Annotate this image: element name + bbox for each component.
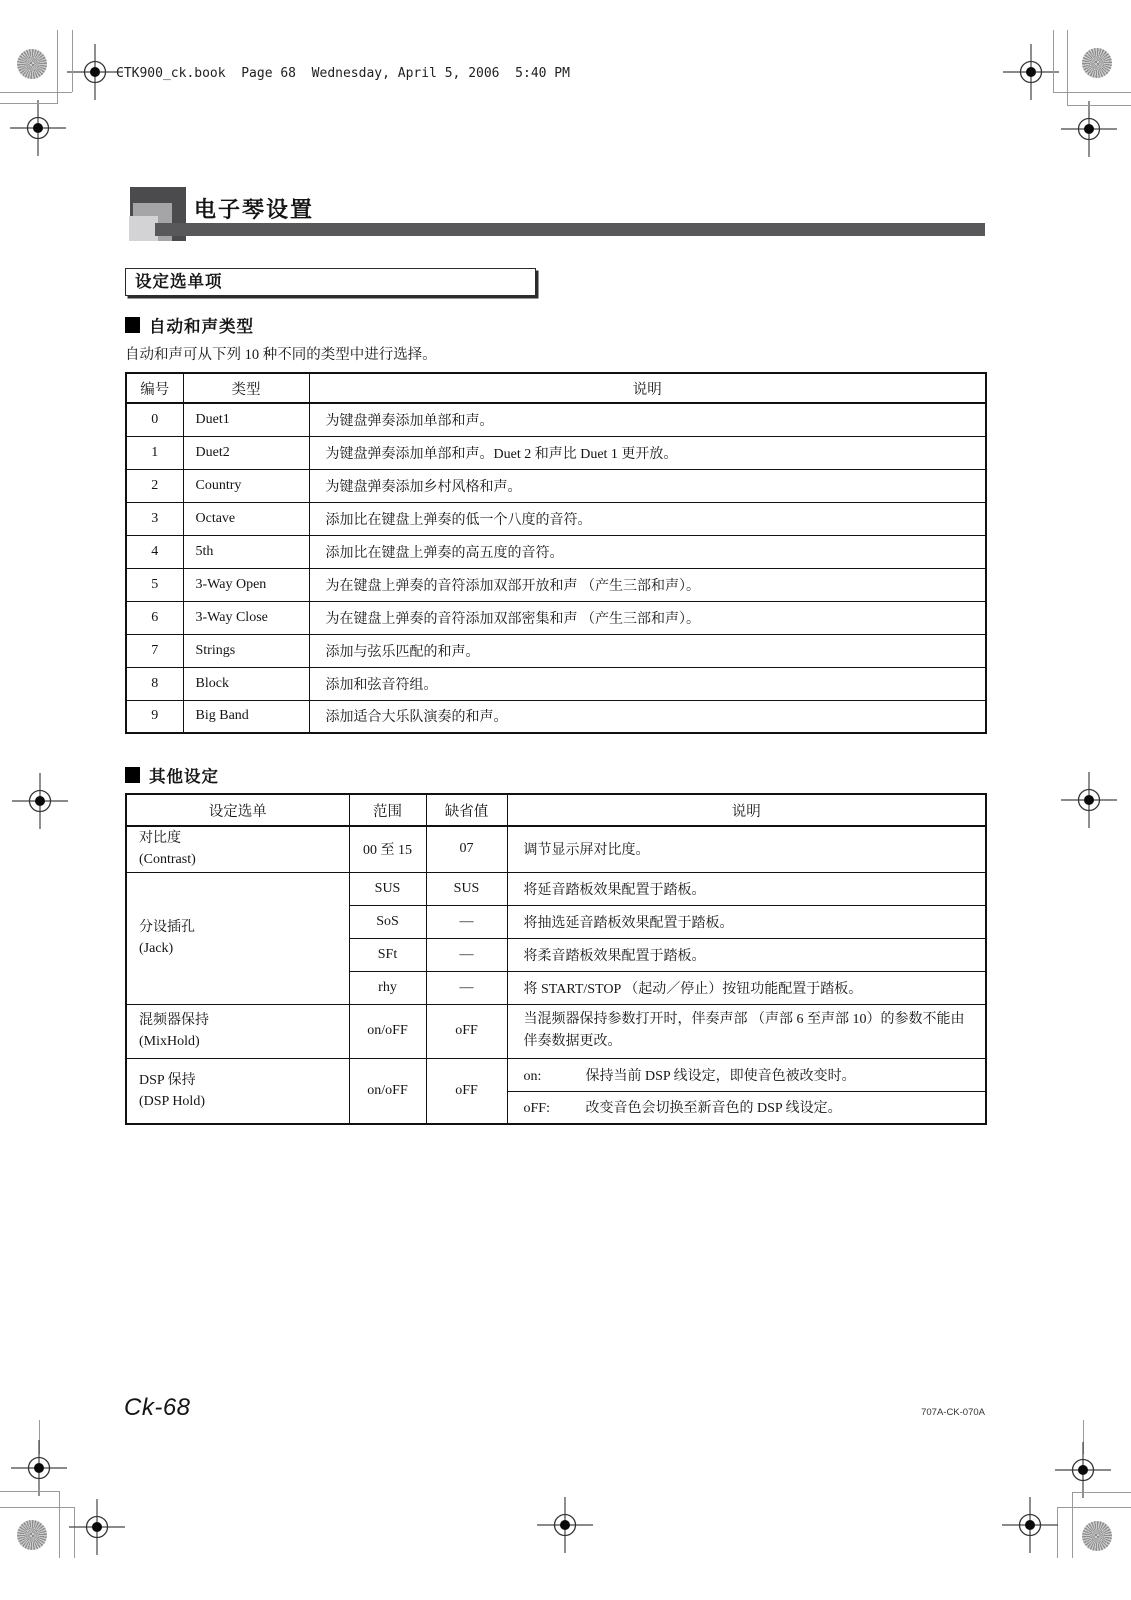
cell-no: 7: [126, 634, 183, 667]
crop-line: [1067, 30, 1068, 105]
registration-mark-icon: [537, 1497, 593, 1553]
crop-line: [59, 1491, 60, 1558]
crop-line: [1072, 1492, 1073, 1558]
cell-desc: 添加与弦乐匹配的和声。: [309, 634, 986, 667]
crop-line: [0, 92, 72, 93]
cell-type: 3-Way Open: [183, 568, 309, 601]
table-row-dsphold-on: [126, 1058, 986, 1091]
cell-desc: 将延音踏板效果配置于踏板。: [507, 872, 986, 905]
cell-type: Strings: [183, 634, 309, 667]
heading-other-settings: [125, 763, 219, 787]
cell-desc: 为在键盘上弹奏的音符添加双部开放和声 （产生三部和声）。: [309, 568, 986, 601]
square-bullet-icon: [125, 767, 140, 783]
cell-range: on/oFF: [349, 1058, 426, 1124]
cell-desc: 为在键盘上弹奏的音符添加双部密集和声 （产生三部和声）。: [309, 601, 986, 634]
dsp-state-label: on:: [523, 1068, 542, 1084]
table-row: [126, 436, 986, 469]
cell-desc: 添加比在键盘上弹奏的高五度的音符。: [309, 535, 986, 568]
cell-desc: [507, 1091, 986, 1124]
table-row: [126, 634, 986, 667]
table-row-mixhold: [126, 1004, 986, 1058]
document-code: 707A-CK-070A: [921, 1407, 985, 1418]
cell-default: oFF: [426, 1058, 507, 1124]
heading-text: 其他设定: [149, 767, 219, 786]
crop-line: [1053, 92, 1131, 93]
cell-range: rhy: [349, 971, 426, 1004]
table-row: [126, 535, 986, 568]
table-row: [126, 700, 986, 733]
cell-default: —: [426, 938, 507, 971]
col-header-desc: 说明: [507, 794, 986, 826]
cell-setting-name: [126, 1004, 349, 1058]
crop-line: [0, 103, 57, 104]
table-row: [126, 502, 986, 535]
cell-desc: 将柔音踏板效果配置于踏板。: [507, 938, 986, 971]
cell-desc: 添加和弦音符组。: [309, 667, 986, 700]
table-row: [126, 601, 986, 634]
cell-desc: 为键盘弹奏添加单部和声。Duet 2 和声比 Duet 1 更开放。: [309, 436, 986, 469]
square-bullet-icon: [125, 317, 140, 333]
cell-no: 4: [126, 535, 183, 568]
intro-text: 自动和声可从下列 10 种不同的类型中进行选择。: [125, 347, 437, 363]
cell-no: 6: [126, 601, 183, 634]
color-wheel-icon: [1082, 48, 1112, 78]
table-row: [126, 667, 986, 700]
color-wheel-icon: [17, 1520, 47, 1550]
cell-no: 3: [126, 502, 183, 535]
registration-mark-icon: [1055, 1442, 1111, 1498]
cell-type: Duet1: [183, 403, 309, 436]
cell-desc: 当混频器保持参数打开时，伴奏声部 （声部 6 至声部 10）的参数不能由伴奏数据更改。: [507, 1004, 986, 1058]
cell-type: Octave: [183, 502, 309, 535]
cell-setting-name: [126, 872, 349, 1004]
other-settings-table: [125, 793, 987, 1125]
registration-mark-icon: [10, 100, 66, 156]
table-row-contrast: [126, 826, 986, 872]
cell-desc: 将抽选延音踏板效果配置于踏板。: [507, 905, 986, 938]
registration-mark-icon: [11, 1440, 67, 1496]
cell-range: SoS: [349, 905, 426, 938]
cell-no: 9: [126, 700, 183, 733]
table-row: [126, 403, 986, 436]
setting-name-en: (Jack): [139, 941, 174, 956]
color-wheel-icon: [17, 49, 47, 79]
cell-desc: 将 START/STOP （起动／停止）按钮功能配置于踏板。: [507, 971, 986, 1004]
registration-mark-icon: [1061, 772, 1117, 828]
registration-mark-icon: [1003, 44, 1059, 100]
setting-name-en: (MixHold): [139, 1034, 200, 1049]
setting-name-cn: 分设插孔: [139, 920, 195, 935]
col-header-range: 范围: [349, 794, 426, 826]
cell-range: 00 至 15: [349, 826, 426, 872]
cell-type: Duet2: [183, 436, 309, 469]
registration-mark-icon: [1002, 1497, 1058, 1553]
heading-auto-harmony: [125, 313, 254, 337]
cell-default: —: [426, 905, 507, 938]
cell-range: SFt: [349, 938, 426, 971]
setting-name-en: (DSP Hold): [139, 1093, 205, 1109]
crop-line: [1072, 1492, 1131, 1493]
cell-setting-name: [126, 1058, 349, 1124]
cell-type: Block: [183, 667, 309, 700]
chapter-title: 电子琴设置: [194, 197, 315, 222]
crop-line: [0, 1491, 59, 1492]
col-header-menu: 设定选单: [126, 794, 349, 826]
cell-setting-name: [126, 826, 349, 872]
table-row-jack-sus: [126, 872, 986, 905]
crop-line: [1057, 1507, 1131, 1508]
setting-name-cn: 混频器保持: [139, 1013, 209, 1028]
cell-range: on/oFF: [349, 1004, 426, 1058]
page-number: Ck-68: [124, 1394, 191, 1421]
crop-line: [1067, 105, 1131, 106]
cell-no: 0: [126, 403, 183, 436]
cell-no: 1: [126, 436, 183, 469]
cell-default: —: [426, 971, 507, 1004]
cell-desc: 添加比在键盘上弹奏的低一个八度的音符。: [309, 502, 986, 535]
cell-type: Big Band: [183, 700, 309, 733]
cell-desc: [507, 1058, 986, 1091]
cell-default: oFF: [426, 1004, 507, 1058]
chapter-rule: [155, 223, 985, 236]
cell-range: SUS: [349, 872, 426, 905]
cell-desc: 为键盘弹奏添加单部和声。: [309, 403, 986, 436]
cell-type: 3-Way Close: [183, 601, 309, 634]
cell-type: 5th: [183, 535, 309, 568]
col-header-default: 缺省值: [426, 794, 507, 826]
auto-harmony-table: [125, 372, 987, 734]
cell-type: Country: [183, 469, 309, 502]
print-header: CTK900_ck.book Page 68 Wednesday, April 5, 2006 5:40 PM: [116, 66, 570, 81]
cell-no: 5: [126, 568, 183, 601]
section-box-title: 设定选单项: [125, 268, 536, 296]
crop-line: [72, 30, 73, 92]
col-header-type: 类型: [183, 373, 309, 403]
cell-desc: 添加适合大乐队演奏的和声。: [309, 700, 986, 733]
col-header-desc: 说明: [309, 373, 986, 403]
cell-no: 2: [126, 469, 183, 502]
registration-mark-icon: [1061, 101, 1117, 157]
registration-mark-icon: [69, 1499, 125, 1555]
color-wheel-icon: [1082, 1521, 1112, 1551]
cell-default: 07: [426, 826, 507, 872]
setting-name-cn: DSP 保持: [139, 1072, 196, 1088]
cell-desc: 调节显示屏对比度。: [507, 826, 986, 872]
dsp-state-desc: 改变音色会切换至新音色的 DSP 线设定。: [585, 1101, 842, 1117]
table-row: [126, 469, 986, 502]
setting-name-cn: 对比度: [139, 831, 181, 847]
table-header-row: [126, 373, 986, 403]
crop-line: [1053, 30, 1054, 92]
col-header-no: 编号: [126, 373, 183, 403]
cell-default: SUS: [426, 872, 507, 905]
cell-no: 8: [126, 667, 183, 700]
crop-line: [0, 1507, 74, 1508]
setting-name-en: (Contrast): [139, 852, 196, 868]
registration-mark-icon: [67, 44, 123, 100]
dsp-state-desc: 保持当前 DSP 线设定，即使音色被改变时。: [585, 1068, 856, 1084]
heading-text: 自动和声类型: [149, 317, 254, 336]
registration-mark-icon: [12, 773, 68, 829]
dsp-state-label: oFF:: [523, 1101, 550, 1117]
table-header-row: [126, 794, 986, 826]
table-row: [126, 568, 986, 601]
cell-desc: 为键盘弹奏添加乡村风格和声。: [309, 469, 986, 502]
